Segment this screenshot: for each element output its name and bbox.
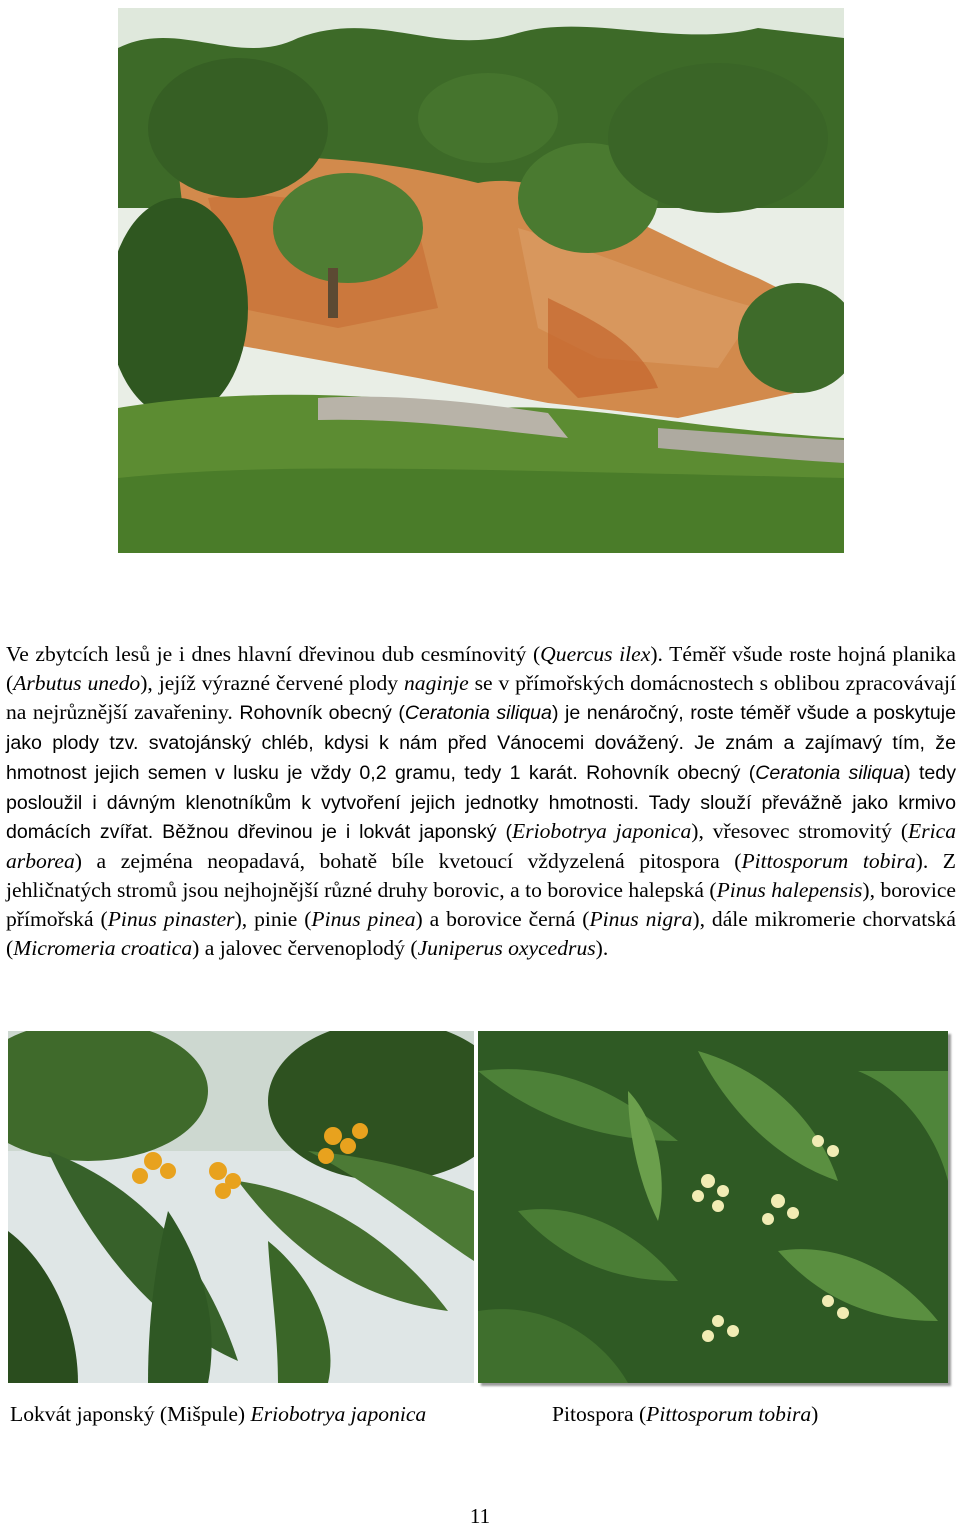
text-segment: ). Z jehličnatých stromů jsou nejhojnější různé druhy borovic, a to borovice halepská (: [6, 849, 956, 903]
latin-name: Pinus halepensis: [716, 878, 863, 903]
loquat-photo: [8, 1031, 474, 1383]
landscape-photo: [118, 8, 844, 553]
latin-name: Erica arborea: [6, 819, 957, 874]
latin-name: Pinus pinaster: [107, 907, 235, 932]
local-name: naginje: [403, 670, 469, 695]
text-segment: Je znám a zajímavý tím, že hmotnost jejich semen v lusku je vždy 0,2 gramu, tedy 1 karát. Rohovník obecný (: [6, 731, 956, 784]
text-segment: Rohovník obecný (: [232, 701, 405, 724]
text-segment: ) a borovice černá (: [415, 907, 590, 932]
latin-name: Pinus pinea: [311, 907, 416, 932]
text-segment: ), dále mikromerie chorvatská (: [6, 907, 956, 961]
text-segment: se v přímořských domácnostech s oblibou zpracovávají na nejrůznější zavařeniny.: [6, 670, 956, 724]
text-segment: ) a zejména neopadavá, bohatě bíle kvetoucí vždyzelená pitospora (: [74, 849, 742, 874]
caption-pittosporum: [552, 1400, 818, 1428]
latin-name: Quercus ilex: [540, 642, 651, 666]
text-segment: ) je nenáročný, roste téměř všude a poskytuje jako plody tzv. svatojánský chléb, kdysi k nám před Vánocemi dovážený.: [6, 701, 956, 754]
text-segment: ), pinie (: [234, 907, 312, 932]
text-segment: ), borovice přímořská (: [6, 878, 957, 932]
caption-text: Pitospora (: [552, 1402, 647, 1426]
latin-name: Ceratonia siliqua: [755, 761, 905, 784]
latin-name: Eriobotrya japonica: [512, 819, 692, 844]
text-segment: ).: [595, 936, 609, 961]
caption-loquat: [10, 1400, 426, 1428]
text-segment: ) tedy posloužil i dávným klenotníkům k vytvoření jejich jednotky hmotnosti. Tady slouží převážně jako krmivo domácích zvířat. Běžnou dřevinou je i lokvát japonský (: [6, 761, 956, 844]
latin-name: Arbutus unedo: [13, 670, 141, 695]
text-segment: Ve zbytcích lesů je i dnes hlavní dřevinou dub cesmínovitý (: [6, 642, 541, 666]
body-paragraph: [6, 640, 956, 963]
text-segment: ), jejíž výrazné červené plody: [140, 670, 404, 695]
latin-name: Pittosporum tobira: [741, 849, 916, 874]
latin-name: Pinus nigra: [589, 907, 693, 932]
caption-latin-name: Pittosporum tobira: [646, 1402, 812, 1426]
caption-text: ): [811, 1402, 819, 1426]
pittosporum-photo: [478, 1031, 948, 1383]
latin-name: Juniperus oxycedrus: [417, 936, 596, 961]
latin-name: Micromeria croatica: [13, 936, 193, 961]
text-segment: ) a jalovec červenoplodý (: [192, 936, 418, 961]
text-segment: ). Téměř všude roste hojná planika (: [6, 642, 956, 695]
text-segment: ), vřesovec stromovitý (: [691, 819, 909, 844]
caption-latin-name: Eriobotrya japonica: [250, 1402, 427, 1426]
caption-text: Lokvát japonský (Mišpule): [10, 1402, 251, 1426]
page-number: 11: [469, 1504, 491, 1528]
latin-name: Ceratonia siliqua: [404, 701, 552, 724]
